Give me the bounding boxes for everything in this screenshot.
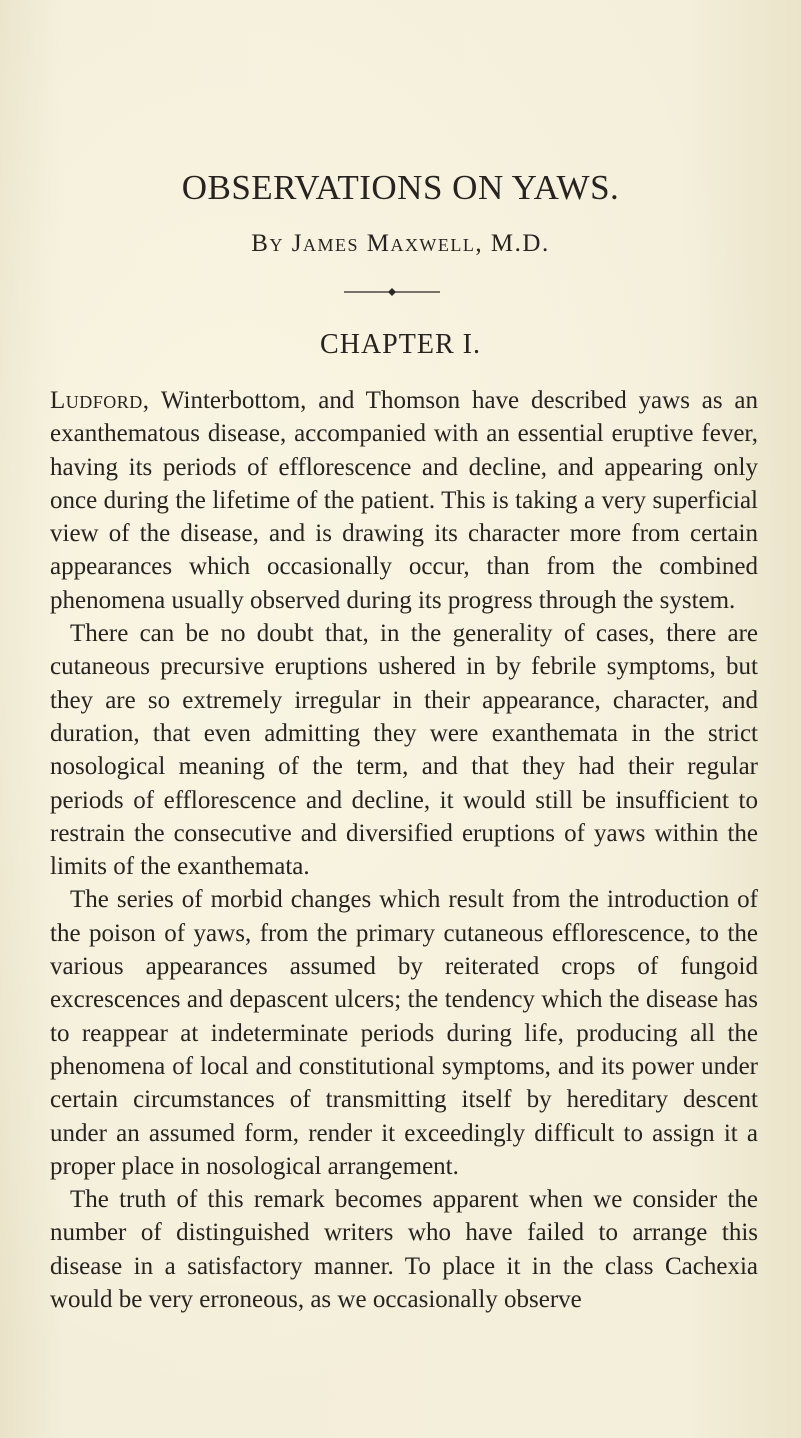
paragraph-3 xyxy=(50,883,758,1183)
paragraph-1 xyxy=(50,384,758,617)
paragraph-text: The truth of this remark becomes apparent when we consider the number of distinguished writers who have failed to arrange this disease in a satisfactory manner. To place it in the class Cachexia would be very erroneous, as we occasionally observe xyxy=(50,1186,758,1314)
article-title: OBSERVATIONS ON YAWS. xyxy=(181,168,620,207)
paragraph-text: There can be no doubt that, in the generality of cases, there are cutaneous precursive eruptions ushered in by febrile symptoms, but they are so extremely irregular in their appearance, character, and duration, that even admitting they were exanthemata in the strict nosological meaning of the term, and that they had their regular periods of efflorescence and decline, it would still be insufficient to restrain the consecutive and diversified eruptions of yaws within the limits of the exanthemata. xyxy=(50,620,758,881)
chapter-heading: CHAPTER I. xyxy=(320,329,481,360)
lead-word: Ludford, xyxy=(50,387,150,414)
author-line: By James Maxwell, M.D. xyxy=(251,230,550,257)
paragraph-2 xyxy=(50,617,758,883)
paragraph-4 xyxy=(50,1183,758,1316)
paragraph-text: The series of morbid changes which result from the introduction of the poison of yaws, from the primary cutaneous efflorescence, to the various appearances assumed by reiterated crops of fungoid excrescences and depascent ulcers; the tendency which the disease has to reappear at indeterminate periods during life, producing all the phenomena of local and constitutional symptoms, and its power under certain circumstances of transmitting itself by hereditary descent under an assumed form, render it exceedingly difficult to assign it a proper place in nosological arrangement. xyxy=(50,886,758,1180)
paragraph-text: Winterbottom, and Thomson have described yaws as an exanthematous disease, accompanied with an essential eruptive fever, having its periods of efflorescence and decline, and appearing only once during the lifetime of the patient. This is taking a very superficial view of the disease, and is drawing its character more from certain appearances which occasionally occur, than from the combined phenomena usually observed during its progress through the system. xyxy=(50,387,758,614)
divider-ornament xyxy=(344,287,440,297)
body-text xyxy=(50,384,758,1316)
